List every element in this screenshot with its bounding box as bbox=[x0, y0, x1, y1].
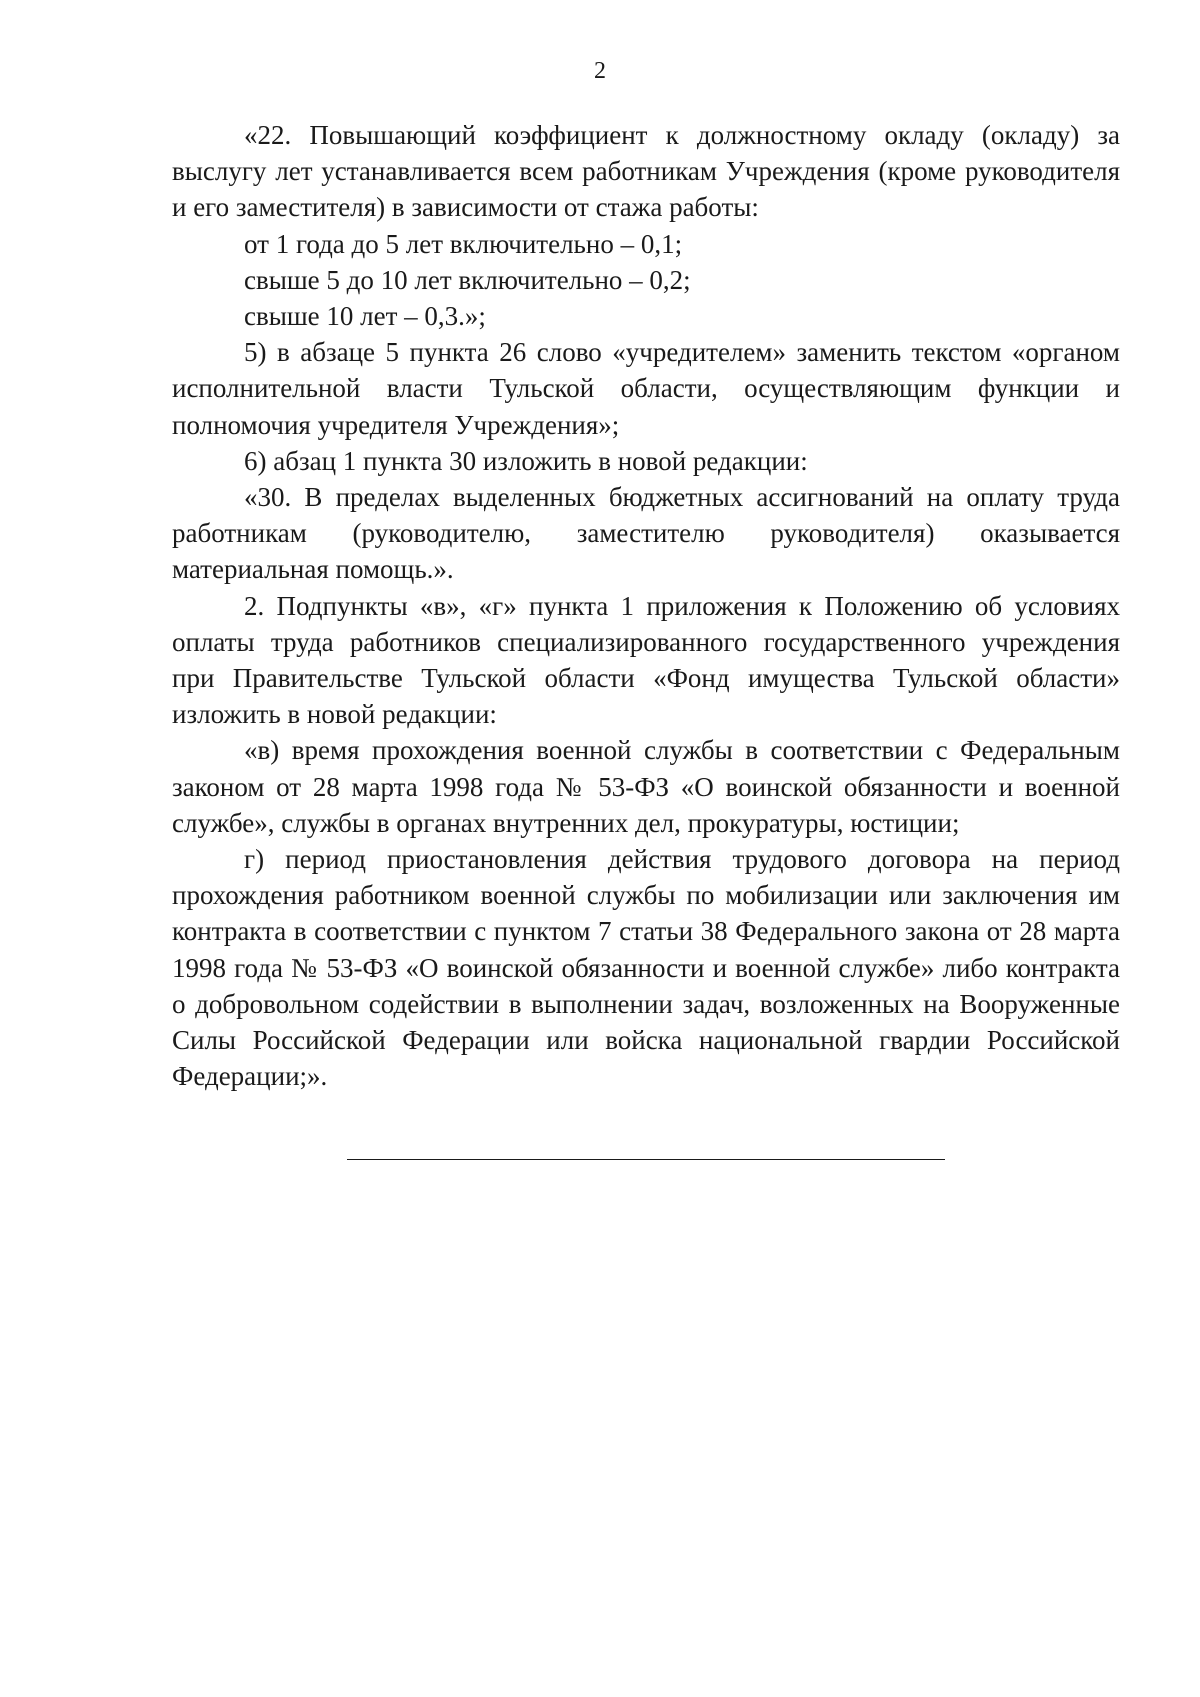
paragraph-rate-over-10-years: свыше 10 лет – 0,3.»; bbox=[244, 301, 486, 332]
paragraph-subclause-v: «в) время прохождения военной службы в соответствии с Федеральным законом от 28 марта 1998 года № 53-ФЗ «О воинской обязанности и военной службе», службы в органах внутренних дел, прокуратуры, юстиции; bbox=[172, 735, 1120, 838]
paragraph-rate-1-to-5-years: от 1 года до 5 лет включительно – 0,1; bbox=[244, 228, 683, 259]
document-body bbox=[172, 117, 1120, 1094]
paragraph-clause-30: «30. В пределах выделенных бюджетных ассигнований на оплату труда работникам (руководителю, заместителю руководителя) оказывается материальная помощь.». bbox=[172, 482, 1120, 585]
paragraph-amendment-6: 6) абзац 1 пункта 30 изложить в новой редакции: bbox=[244, 445, 808, 476]
paragraph-section-2: 2. Подпункты «в», «г» пункта 1 приложения к Положению об условиях оплаты труда работников специализированного государственного учреждения при Правительстве Тульской области «Фонд имущества Тульской области» изложить в новой редакции: bbox=[172, 590, 1120, 730]
paragraph-clause-22: «22. Повышающий коэффициент к должностному окладу (окладу) за выслугу лет устанавливается всем работникам Учреждения (кроме руководителя и его заместителя) в зависимости от стажа работы: bbox=[172, 120, 1120, 223]
end-divider-line bbox=[347, 1159, 945, 1160]
page-number: 2 bbox=[594, 58, 606, 84]
paragraph-amendment-5: 5) в абзаце 5 пункта 26 слово «учредителем» заменить текстом «органом исполнительной власти Тульской области, осуществляющим функции и полномочия учредителя Учреждения»; bbox=[172, 337, 1120, 440]
paragraph-subclause-g: г) период приостановления действия трудового договора на период прохождения работником военной службы по мобилизации или заключения им контракта в соответствии с пунктом 7 статьи 38 Федерального закона от 28 марта 1998 года № 53-ФЗ «О воинской обязанности и военной службе» либо контракта о добровольном содействии в выполнении задач, возложенных на Вооруженные Силы Российской Федерации или войска национальной гвардии Российской Федерации;». bbox=[172, 844, 1120, 1092]
paragraph-rate-5-to-10-years: свыше 5 до 10 лет включительно – 0,2; bbox=[244, 264, 691, 295]
